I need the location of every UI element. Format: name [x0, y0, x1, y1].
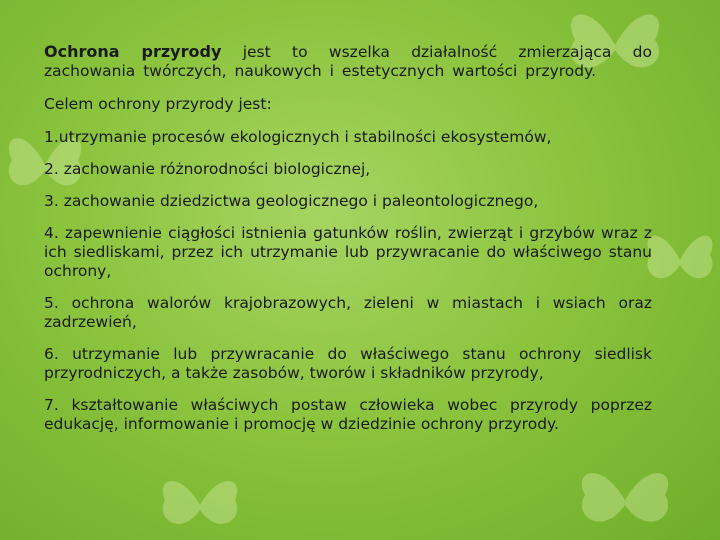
list-item: 3. zachowanie dziedzictwa geologicznego i paleontologicznego,: [44, 192, 539, 210]
butterfly-icon: [150, 470, 250, 540]
slide-content: [44, 42, 652, 447]
butterfly-icon: [570, 460, 680, 540]
intro-title: Ochrona przyrody: [44, 42, 222, 61]
list-item: 6. utrzymanie lub przywracanie do właściwego stanu ochrony siedlisk przyrodniczych, a także zasobów, tworów i składników przyrody,: [44, 345, 652, 382]
list-item: 5. ochrona walorów krajobrazowych, zieleni w miastach i wsiach oraz zadrzewień,: [44, 294, 652, 331]
list-item: 7. kształtowanie właściwych postaw człowieka wobec przyrody poprzez edukację, informowanie i promocję w dziedzinie ochrony przyrody.: [44, 396, 652, 433]
list-item: 2. zachowanie różnorodności biologicznej,: [44, 160, 371, 178]
list-item: 4. zapewnienie ciągłości istnienia gatunków roślin, zwierząt i grzybów wraz z ich siedliskami, przez ich utrzymanie lub przywracanie do właściwego stanu ochrony,: [44, 224, 652, 280]
butterfly-icon: [640, 220, 720, 300]
intro-text: jest to wszelka działalność zmierzająca do zachowania twórczych, naukowych i estetycznych wartości przyrody.: [44, 43, 652, 80]
intro-paragraph: [44, 42, 652, 81]
list-item: 1.utrzymanie procesów ekologicznych i stabilności ekosystemów,: [44, 128, 552, 146]
goals-heading: Celem ochrony przyrody jest:: [44, 95, 272, 113]
